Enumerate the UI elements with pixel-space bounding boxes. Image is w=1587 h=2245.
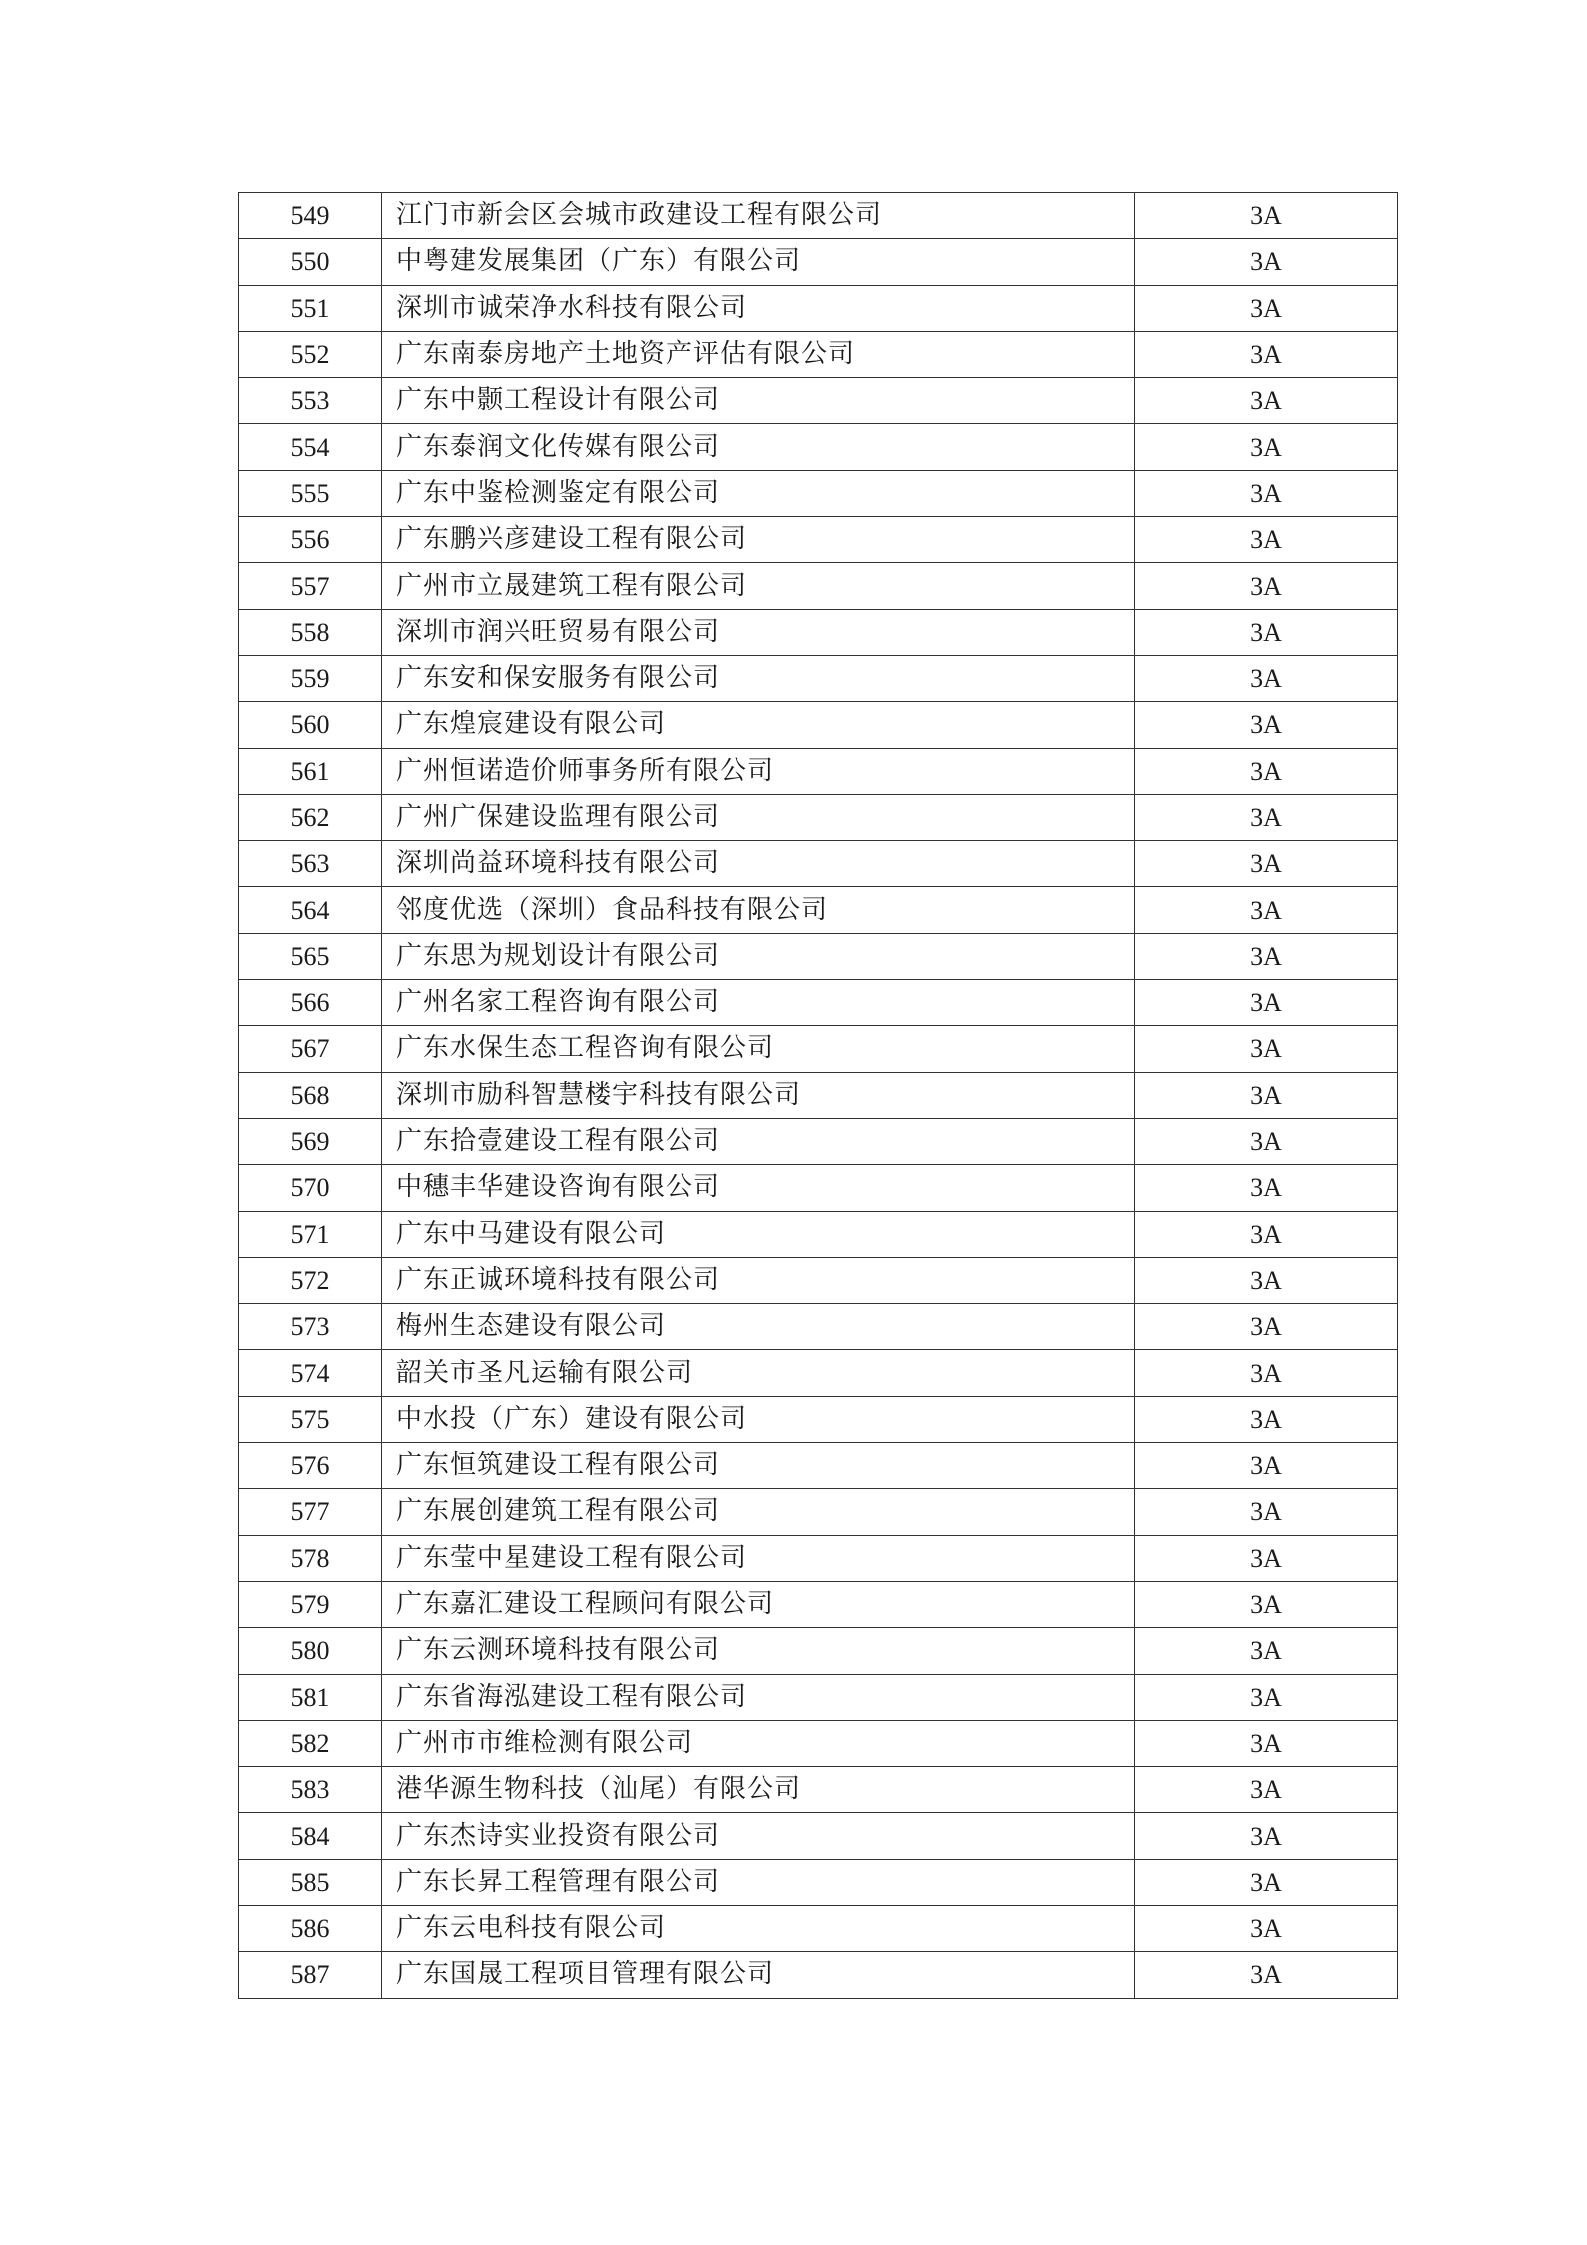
table-row: [239, 1211, 1398, 1257]
table-row: [239, 1628, 1398, 1674]
row-number-cell: 577: [239, 1489, 382, 1535]
row-number-cell: 555: [239, 470, 382, 516]
company-name-cell: 广东中颢工程设计有限公司: [382, 378, 1135, 424]
credit-grade-cell: 3A: [1135, 1813, 1398, 1859]
table-row: [239, 1535, 1398, 1581]
row-number-cell: 584: [239, 1813, 382, 1859]
row-number-cell: 570: [239, 1165, 382, 1211]
company-name-cell: 广东安和保安服务有限公司: [382, 655, 1135, 701]
credit-grade-cell: 3A: [1135, 1905, 1398, 1951]
company-name-cell: 广东莹中星建设工程有限公司: [382, 1535, 1135, 1581]
row-number-cell: 566: [239, 980, 382, 1026]
table-row: [239, 239, 1398, 285]
row-number-cell: 557: [239, 563, 382, 609]
credit-grade-cell: 3A: [1135, 563, 1398, 609]
company-name-cell: 深圳市润兴旺贸易有限公司: [382, 609, 1135, 655]
company-name-cell: 广州广保建设监理有限公司: [382, 794, 1135, 840]
table-row: [239, 1720, 1398, 1766]
credit-grade-cell: 3A: [1135, 470, 1398, 516]
table-row: [239, 794, 1398, 840]
table-row: [239, 1118, 1398, 1164]
company-name-cell: 广州市立晟建筑工程有限公司: [382, 563, 1135, 609]
company-name-cell: 广东中马建设有限公司: [382, 1211, 1135, 1257]
table-row: [239, 980, 1398, 1026]
credit-grade-cell: 3A: [1135, 887, 1398, 933]
table-row: [239, 1304, 1398, 1350]
table-row: [239, 424, 1398, 470]
credit-grade-cell: 3A: [1135, 1118, 1398, 1164]
company-name-cell: 广东国晟工程项目管理有限公司: [382, 1952, 1135, 1998]
row-number-cell: 574: [239, 1350, 382, 1396]
credit-grade-cell: 3A: [1135, 841, 1398, 887]
table-row: [239, 1443, 1398, 1489]
row-number-cell: 571: [239, 1211, 382, 1257]
row-number-cell: 576: [239, 1443, 382, 1489]
row-number-cell: 581: [239, 1674, 382, 1720]
company-name-cell: 广东鹏兴彦建设工程有限公司: [382, 517, 1135, 563]
credit-grade-cell: 3A: [1135, 1026, 1398, 1072]
table-row: [239, 1072, 1398, 1118]
credit-grade-cell: 3A: [1135, 1350, 1398, 1396]
table-body: [239, 193, 1398, 1999]
row-number-cell: 569: [239, 1118, 382, 1164]
credit-grade-cell: 3A: [1135, 1767, 1398, 1813]
row-number-cell: 582: [239, 1720, 382, 1766]
row-number-cell: 560: [239, 702, 382, 748]
company-name-cell: 韶关市圣凡运输有限公司: [382, 1350, 1135, 1396]
company-name-cell: 广东煌宸建设有限公司: [382, 702, 1135, 748]
company-name-cell: 深圳市诚荣净水科技有限公司: [382, 285, 1135, 331]
credit-grade-cell: 3A: [1135, 1072, 1398, 1118]
row-number-cell: 583: [239, 1767, 382, 1813]
row-number-cell: 573: [239, 1304, 382, 1350]
credit-grade-cell: 3A: [1135, 1489, 1398, 1535]
credit-grade-cell: 3A: [1135, 1304, 1398, 1350]
row-number-cell: 550: [239, 239, 382, 285]
row-number-cell: 568: [239, 1072, 382, 1118]
table-row: [239, 378, 1398, 424]
credit-grade-cell: 3A: [1135, 702, 1398, 748]
company-name-cell: 深圳市励科智慧楼宇科技有限公司: [382, 1072, 1135, 1118]
company-name-cell: 中穗丰华建设咨询有限公司: [382, 1165, 1135, 1211]
row-number-cell: 567: [239, 1026, 382, 1072]
company-name-cell: 广州名家工程咨询有限公司: [382, 980, 1135, 1026]
table-row: [239, 748, 1398, 794]
credit-grade-cell: 3A: [1135, 1535, 1398, 1581]
credit-grade-cell: 3A: [1135, 1165, 1398, 1211]
row-number-cell: 564: [239, 887, 382, 933]
company-name-cell: 江门市新会区会城市政建设工程有限公司: [382, 193, 1135, 239]
credit-grade-cell: 3A: [1135, 748, 1398, 794]
table-row: [239, 193, 1398, 239]
row-number-cell: 551: [239, 285, 382, 331]
row-number-cell: 572: [239, 1257, 382, 1303]
credit-grade-cell: 3A: [1135, 980, 1398, 1026]
table-row: [239, 1813, 1398, 1859]
table-row: [239, 1026, 1398, 1072]
row-number-cell: 563: [239, 841, 382, 887]
credit-grade-cell: 3A: [1135, 1859, 1398, 1905]
table-row: [239, 1257, 1398, 1303]
credit-grade-cell: 3A: [1135, 424, 1398, 470]
credit-grade-cell: 3A: [1135, 1396, 1398, 1442]
table-row: [239, 1489, 1398, 1535]
company-name-cell: 广东中鉴检测鉴定有限公司: [382, 470, 1135, 516]
credit-grade-cell: 3A: [1135, 1257, 1398, 1303]
row-number-cell: 579: [239, 1581, 382, 1627]
table-row: [239, 1674, 1398, 1720]
row-number-cell: 565: [239, 933, 382, 979]
credit-grade-cell: 3A: [1135, 1211, 1398, 1257]
table-row: [239, 1581, 1398, 1627]
credit-grade-cell: 3A: [1135, 1581, 1398, 1627]
company-name-cell: 港华源生物科技（汕尾）有限公司: [382, 1767, 1135, 1813]
company-name-cell: 邻度优选（深圳）食品科技有限公司: [382, 887, 1135, 933]
credit-grade-cell: 3A: [1135, 285, 1398, 331]
company-name-cell: 广东水保生态工程咨询有限公司: [382, 1026, 1135, 1072]
credit-grade-cell: 3A: [1135, 609, 1398, 655]
credit-grade-cell: 3A: [1135, 517, 1398, 563]
credit-grade-cell: 3A: [1135, 794, 1398, 840]
credit-grade-cell: 3A: [1135, 378, 1398, 424]
credit-grade-cell: 3A: [1135, 655, 1398, 701]
company-credit-table: [238, 192, 1398, 1999]
credit-grade-cell: 3A: [1135, 1720, 1398, 1766]
credit-grade-cell: 3A: [1135, 1628, 1398, 1674]
company-name-cell: 中水投（广东）建设有限公司: [382, 1396, 1135, 1442]
credit-grade-cell: 3A: [1135, 239, 1398, 285]
company-name-cell: 广东省海泓建设工程有限公司: [382, 1674, 1135, 1720]
company-name-cell: 广东正诚环境科技有限公司: [382, 1257, 1135, 1303]
credit-grade-cell: 3A: [1135, 933, 1398, 979]
table-row: [239, 1350, 1398, 1396]
credit-grade-cell: 3A: [1135, 1952, 1398, 1998]
row-number-cell: 556: [239, 517, 382, 563]
table-row: [239, 563, 1398, 609]
company-name-cell: 广东展创建筑工程有限公司: [382, 1489, 1135, 1535]
company-name-cell: 广东嘉汇建设工程顾问有限公司: [382, 1581, 1135, 1627]
credit-grade-cell: 3A: [1135, 1674, 1398, 1720]
company-name-cell: 梅州生态建设有限公司: [382, 1304, 1135, 1350]
row-number-cell: 549: [239, 193, 382, 239]
table-row: [239, 702, 1398, 748]
row-number-cell: 580: [239, 1628, 382, 1674]
table-row: [239, 1859, 1398, 1905]
table-row: [239, 1905, 1398, 1951]
row-number-cell: 585: [239, 1859, 382, 1905]
table-row: [239, 331, 1398, 377]
row-number-cell: 575: [239, 1396, 382, 1442]
table-row: [239, 1396, 1398, 1442]
table-row: [239, 470, 1398, 516]
company-name-cell: 广东南泰房地产土地资产评估有限公司: [382, 331, 1135, 377]
company-name-cell: 中粤建发展集团（广东）有限公司: [382, 239, 1135, 285]
row-number-cell: 559: [239, 655, 382, 701]
row-number-cell: 552: [239, 331, 382, 377]
company-name-cell: 广东云电科技有限公司: [382, 1905, 1135, 1951]
company-name-cell: 深圳尚益环境科技有限公司: [382, 841, 1135, 887]
company-name-cell: 广东云测环境科技有限公司: [382, 1628, 1135, 1674]
company-name-cell: 广东杰诗实业投资有限公司: [382, 1813, 1135, 1859]
row-number-cell: 554: [239, 424, 382, 470]
table-row: [239, 609, 1398, 655]
row-number-cell: 586: [239, 1905, 382, 1951]
table-row: [239, 1165, 1398, 1211]
table-row: [239, 1952, 1398, 1998]
row-number-cell: 587: [239, 1952, 382, 1998]
row-number-cell: 558: [239, 609, 382, 655]
row-number-cell: 553: [239, 378, 382, 424]
company-name-cell: 广东长昇工程管理有限公司: [382, 1859, 1135, 1905]
company-name-cell: 广东思为规划设计有限公司: [382, 933, 1135, 979]
table-row: [239, 933, 1398, 979]
company-name-cell: 广东泰润文化传媒有限公司: [382, 424, 1135, 470]
table-row: [239, 1767, 1398, 1813]
table-row: [239, 841, 1398, 887]
row-number-cell: 578: [239, 1535, 382, 1581]
company-name-cell: 广州市市维检测有限公司: [382, 1720, 1135, 1766]
row-number-cell: 562: [239, 794, 382, 840]
credit-grade-cell: 3A: [1135, 1443, 1398, 1489]
row-number-cell: 561: [239, 748, 382, 794]
company-name-cell: 广州恒诺造价师事务所有限公司: [382, 748, 1135, 794]
table-row: [239, 887, 1398, 933]
table-row: [239, 285, 1398, 331]
table-row: [239, 655, 1398, 701]
credit-grade-cell: 3A: [1135, 331, 1398, 377]
table-row: [239, 517, 1398, 563]
company-name-cell: 广东恒筑建设工程有限公司: [382, 1443, 1135, 1489]
company-name-cell: 广东拾壹建设工程有限公司: [382, 1118, 1135, 1164]
credit-grade-cell: 3A: [1135, 193, 1398, 239]
